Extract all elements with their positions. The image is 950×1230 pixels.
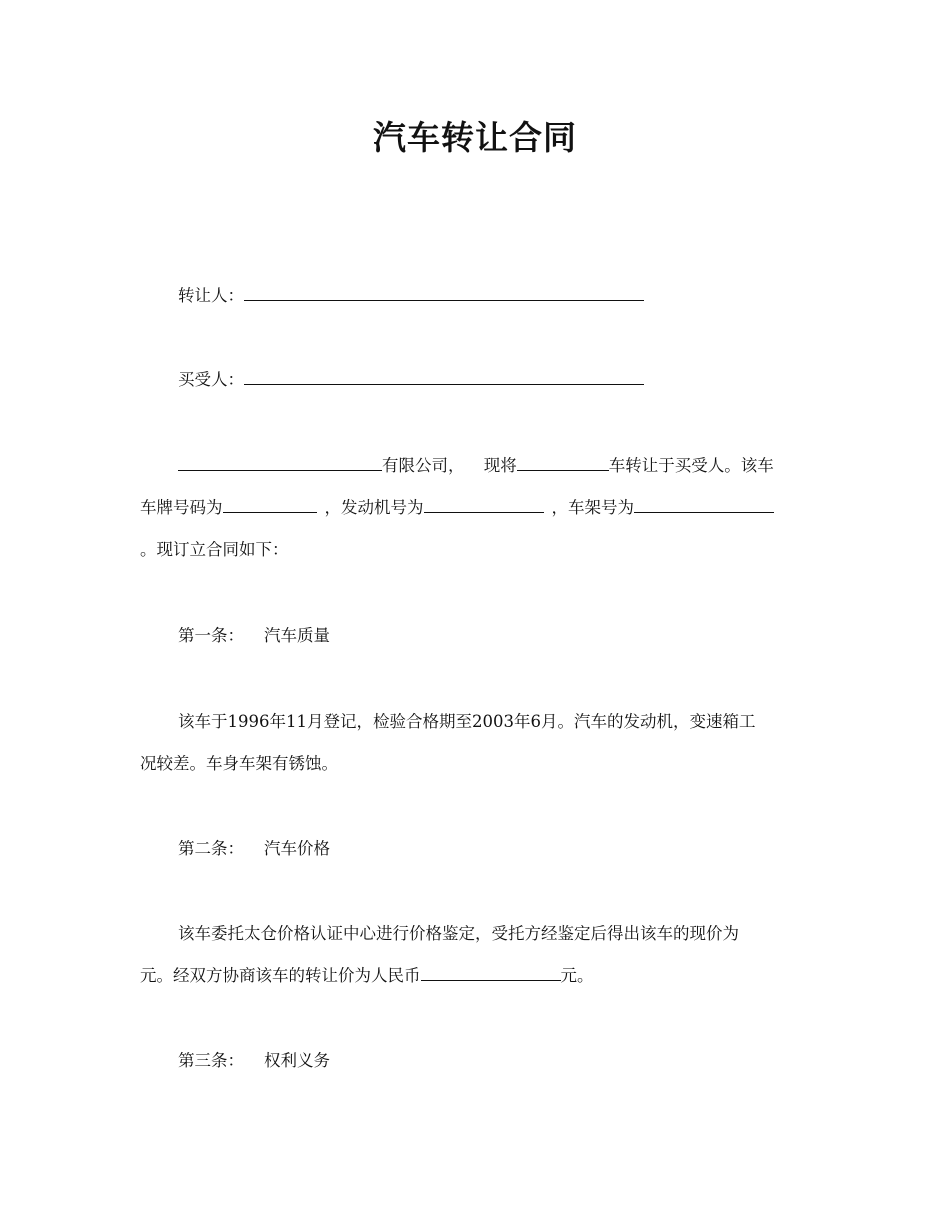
- transfer-to-buyer-text: 车转让于买受人。该车: [608, 456, 774, 475]
- article-1-number: 第一条：: [178, 626, 244, 645]
- plate-label: 车牌号码为: [140, 498, 223, 517]
- transfer-price-blank[interactable]: [421, 966, 561, 981]
- article-1-heading: [178, 625, 330, 647]
- engine-number-blank[interactable]: [424, 498, 544, 513]
- article-1-title: 汽车质量: [264, 626, 330, 645]
- engine-label: ，发动机号为: [324, 498, 424, 517]
- article-2-heading: [178, 838, 330, 860]
- vehicle-model-blank[interactable]: [517, 456, 609, 471]
- intro-line-1: [178, 455, 774, 477]
- intro-line-3: 。现订立合同如下：: [140, 540, 289, 559]
- frame-label: ，车架号为: [551, 498, 634, 517]
- article-3-heading: [178, 1050, 330, 1072]
- article-2-line-1: 该车委托太仓价格认证中心进行价格鉴定，受托方经鉴定后得出该车的现价为: [178, 924, 739, 943]
- document-title: 汽车转让合同: [373, 118, 577, 157]
- company-name-blank[interactable]: [178, 456, 382, 471]
- buyer-label: 买受人：: [178, 370, 244, 389]
- frame-number-blank[interactable]: [634, 498, 774, 513]
- company-suffix: 有限公司，: [382, 456, 465, 475]
- plate-number-blank[interactable]: [223, 498, 317, 513]
- article-2-price-suffix: 元。: [560, 966, 594, 985]
- article-3-number: 第三条：: [178, 1051, 244, 1070]
- article-2-number: 第二条：: [178, 839, 244, 858]
- buyer-row: [178, 369, 644, 391]
- intro-line-2: [140, 497, 774, 519]
- now-will-text: 现将: [483, 456, 517, 475]
- article-2-line-2: [140, 965, 594, 987]
- transferor-label: 转让人：: [178, 286, 244, 305]
- article-1-line-1: 该车于1996年11月登记，检验合格期至2003年6月。汽车的发动机，变速箱工: [178, 712, 756, 731]
- transferor-row: [178, 285, 644, 307]
- buyer-blank[interactable]: [244, 370, 644, 385]
- article-2-title: 汽车价格: [264, 839, 330, 858]
- article-2-price-prefix: 元。经双方协商该车的转让价为人民币: [140, 966, 421, 985]
- article-3-title: 权利义务: [264, 1051, 330, 1070]
- article-1-line-2: 况较差。车身车架有锈蚀。: [140, 754, 338, 773]
- transferor-blank[interactable]: [244, 286, 644, 301]
